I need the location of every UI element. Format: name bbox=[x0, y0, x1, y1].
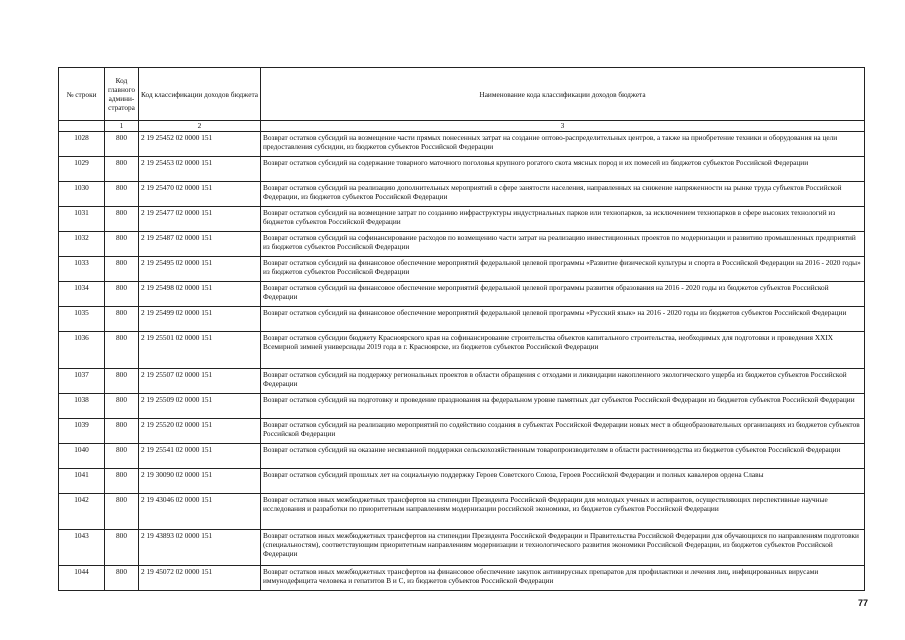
classification-code: 2 19 43046 02 0000 151 bbox=[139, 494, 261, 530]
code-description: Возврат остатков субсидий на поддержку региональных проектов в области обращения с отходами и ликвидации накопленного экологического ущерба из бюджетов субъектов Российской Федерации bbox=[261, 369, 865, 394]
row-number: 1028 bbox=[59, 132, 105, 157]
admin-code: 800 bbox=[105, 232, 139, 257]
code-description: Возврат остатков иных межбюджетных трансфертов на финансовое обеспечение закупок антивирусных препаратов для профилактики и лечения лиц, инфицированных вирусами иммунодефицита человека и гепатитов В и С, из бюджетов субъектов Российской Федерации bbox=[261, 566, 865, 591]
code-description: Возврат остатков субсидий на содержание товарного маточного поголовья крупного рогатого скота мясных пород и их помесей из бюджетов субъектов Российской Федерации bbox=[261, 157, 865, 182]
row-number: 1037 bbox=[59, 369, 105, 394]
classification-code: 2 19 25520 02 0000 151 bbox=[139, 419, 261, 444]
column-index-1: 1 bbox=[105, 121, 139, 132]
classification-code: 2 19 25477 02 0000 151 bbox=[139, 207, 261, 232]
header-row bbox=[59, 68, 865, 121]
header-name: Наименование кода классификации доходов бюджета bbox=[261, 68, 865, 121]
classification-code: 2 19 25495 02 0000 151 bbox=[139, 257, 261, 282]
table-row bbox=[59, 207, 865, 232]
budget-classification-table bbox=[58, 67, 865, 591]
table-row bbox=[59, 132, 865, 157]
table-row bbox=[59, 282, 865, 307]
table-row bbox=[59, 307, 865, 332]
code-description: Возврат остатков субсидий прошлых лет на социальную поддержку Героев Советского Союза, Героев Российской Федерации и полных кавалеров ордена Славы bbox=[261, 469, 865, 494]
row-number: 1032 bbox=[59, 232, 105, 257]
classification-code: 2 19 45072 02 0000 151 bbox=[139, 566, 261, 591]
code-description: Возврат остатков субсидий на финансовое обеспечение мероприятий федеральной целевой программы развития образования на 2016 - 2020 годы из бюджетов субъектов Российской Федерации bbox=[261, 282, 865, 307]
code-description: Возврат остатков субсидий на возмещение затрат по созданию инфраструктуры индустриальных парков или технопарков, за исключением технопарков в сфере высоких технологий из бюджетов субъектов Российской Федерации bbox=[261, 207, 865, 232]
code-description: Возврат остатков субсидий на оказание несвязанной поддержки сельскохозяйственным товаропроизводителям в области растениеводства из бюджетов субъектов Российской Федерации bbox=[261, 444, 865, 469]
admin-code: 800 bbox=[105, 530, 139, 566]
code-description: Возврат остатков иных межбюджетных трансфертов на стипендии Президента Российской Федерации для молодых ученых и аспирантов, осуществляющих перспективные научные исследования и разработки по приоритетным направлениям модернизации российской экономики, из бюджетов субъектов Российской Федерации bbox=[261, 494, 865, 530]
admin-code: 800 bbox=[105, 419, 139, 444]
code-description: Возврат остатков субсидий на реализацию дополнительных мероприятий в сфере занятости населения, направленных на снижение напряженности на рынке труда субъектов Российской Федерации, из бюджетов субъектов Российской Федерации bbox=[261, 182, 865, 207]
classification-code: 2 19 25507 02 0000 151 bbox=[139, 369, 261, 394]
row-number: 1043 bbox=[59, 530, 105, 566]
code-description: Возврат остатков субсидий на реализацию мероприятий по содействию создания в субъектах Российской Федерации новых мест в общеобразовательных организациях из бюджетов субъектов Российской Федерации bbox=[261, 419, 865, 444]
code-description: Возврат остатков субсидий на подготовку и проведение празднования на федеральном уровне памятных дат субъектов Российской Федерации из бюджетов субъектов Российской Федерации bbox=[261, 394, 865, 419]
admin-code: 800 bbox=[105, 182, 139, 207]
header-row-number: № строки bbox=[59, 68, 105, 121]
classification-code: 2 19 43893 02 0000 151 bbox=[139, 530, 261, 566]
page-number: 77 bbox=[858, 598, 869, 608]
table-row bbox=[59, 182, 865, 207]
table-row bbox=[59, 494, 865, 530]
classification-code: 2 19 25453 02 0000 151 bbox=[139, 157, 261, 182]
table-row bbox=[59, 469, 865, 494]
classification-code: 2 19 25509 02 0000 151 bbox=[139, 394, 261, 419]
classification-code: 2 19 25487 02 0000 151 bbox=[139, 232, 261, 257]
column-index-empty bbox=[59, 121, 105, 132]
row-number: 1033 bbox=[59, 257, 105, 282]
row-number: 1039 bbox=[59, 419, 105, 444]
code-description: Возврат остатков субсидий на финансовое обеспечение мероприятий федеральной целевой программы «Развитие физической культуры и спорта в Российской Федерации на 2016 - 2020 годы» из бюджетов субъектов Российской Федерации bbox=[261, 257, 865, 282]
admin-code: 800 bbox=[105, 444, 139, 469]
admin-code: 800 bbox=[105, 332, 139, 369]
row-number: 1029 bbox=[59, 157, 105, 182]
header-class-code: Код классификации доходов бюджета bbox=[139, 68, 261, 121]
admin-code: 800 bbox=[105, 469, 139, 494]
admin-code: 800 bbox=[105, 307, 139, 332]
table-row bbox=[59, 257, 865, 282]
table-row bbox=[59, 566, 865, 591]
admin-code: 800 bbox=[105, 394, 139, 419]
row-number: 1042 bbox=[59, 494, 105, 530]
row-number: 1044 bbox=[59, 566, 105, 591]
classification-code: 2 19 25541 02 0000 151 bbox=[139, 444, 261, 469]
row-number: 1034 bbox=[59, 282, 105, 307]
admin-code: 800 bbox=[105, 257, 139, 282]
admin-code: 800 bbox=[105, 494, 139, 530]
admin-code: 800 bbox=[105, 157, 139, 182]
classification-code: 2 19 25499 02 0000 151 bbox=[139, 307, 261, 332]
classification-code: 2 19 25470 02 0000 151 bbox=[139, 182, 261, 207]
admin-code: 800 bbox=[105, 282, 139, 307]
table-row bbox=[59, 394, 865, 419]
table-row bbox=[59, 444, 865, 469]
column-index-3: 3 bbox=[261, 121, 865, 132]
code-description: Возврат остатков субсидии бюджету Красноярского края на софинансирование строительства объектов капитального строительства, необходимых для подготовки и проведения XXIX Всемирной зимней универсиады 2019 года в г. Красноярске, из бюджетов субъектов Российской Федерации bbox=[261, 332, 865, 369]
classification-code: 2 19 25498 02 0000 151 bbox=[139, 282, 261, 307]
code-description: Возврат остатков субсидий на финансовое обеспечение мероприятий федеральной целевой программы «Русский язык» на 2016 - 2020 годы из бюджетов субъектов Российской Федерации bbox=[261, 307, 865, 332]
row-number: 1041 bbox=[59, 469, 105, 494]
code-description: Возврат остатков субсидий на возмещение части прямых понесенных затрат на создание оптово-распределительных центров, а также на приобретение техники и оборудования на цели предоставления субсидии, из бюджетов субъектов Российской Федерации bbox=[261, 132, 865, 157]
row-number: 1031 bbox=[59, 207, 105, 232]
table-row bbox=[59, 332, 865, 369]
column-index-row bbox=[59, 121, 865, 132]
admin-code: 800 bbox=[105, 132, 139, 157]
row-number: 1040 bbox=[59, 444, 105, 469]
table-row bbox=[59, 530, 865, 566]
column-index-2: 2 bbox=[139, 121, 261, 132]
classification-code: 2 19 25452 02 0000 151 bbox=[139, 132, 261, 157]
row-number: 1038 bbox=[59, 394, 105, 419]
classification-code: 2 19 25501 02 0000 151 bbox=[139, 332, 261, 369]
row-number: 1035 bbox=[59, 307, 105, 332]
admin-code: 800 bbox=[105, 369, 139, 394]
admin-code: 800 bbox=[105, 566, 139, 591]
table-row bbox=[59, 157, 865, 182]
code-description: Возврат остатков субсидий на софинансирование расходов по возмещению части затрат на реализацию инвестиционных проектов по модернизации и развитию промышленных предприятий из бюджетов субъектов Российской Федерации bbox=[261, 232, 865, 257]
table-row bbox=[59, 419, 865, 444]
table-row bbox=[59, 232, 865, 257]
row-number: 1030 bbox=[59, 182, 105, 207]
classification-code: 2 19 30090 02 0000 151 bbox=[139, 469, 261, 494]
table-row bbox=[59, 369, 865, 394]
row-number: 1036 bbox=[59, 332, 105, 369]
code-description: Возврат остатков иных межбюджетных трансфертов на стипендии Президента Российской Федерации и Правительства Российской Федерации для обучающихся по направлениям подготовки (специальностям), соответствующим приоритетным направлениям модернизации и технологического развития экономики Российской Федерации, из бюджетов субъектов Российской Федерации bbox=[261, 530, 865, 566]
admin-code: 800 bbox=[105, 207, 139, 232]
header-admin-code: Код главного админи-стратора bbox=[105, 68, 139, 121]
